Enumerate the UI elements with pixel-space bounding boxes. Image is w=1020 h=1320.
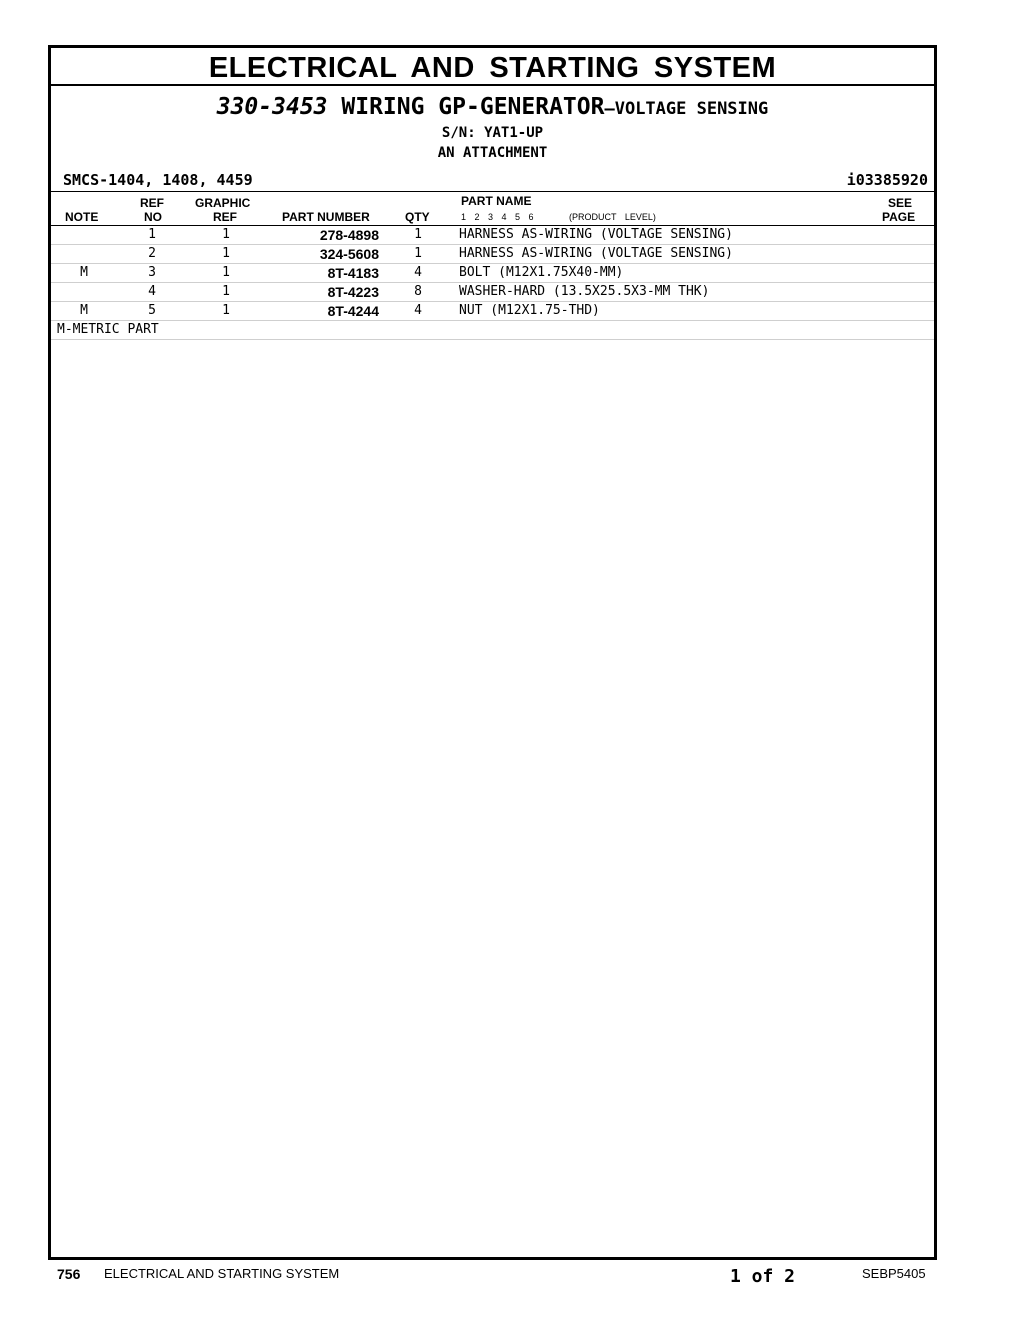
- qty-cell: 4: [414, 303, 422, 318]
- group-subname: —VOLTAGE SENSING: [604, 99, 769, 119]
- graphic-ref-cell: 1: [222, 303, 230, 318]
- smcs-row: [51, 169, 934, 192]
- table-row: [51, 226, 934, 245]
- part-number-link[interactable]: 8T-4223: [327, 284, 379, 300]
- section-title: ELECTRICAL AND STARTING SYSTEM: [51, 48, 934, 86]
- header-see-bottom: PAGE: [882, 210, 916, 224]
- header-part-number: PART NUMBER: [282, 210, 370, 224]
- page-footer: [0, 1266, 1020, 1290]
- group-title: [51, 94, 934, 122]
- header-see-top: SEE: [888, 196, 913, 210]
- part-name-cell: HARNESS AS-WIRING (VOLTAGE SENSING): [459, 246, 733, 261]
- ref-cell: 1: [148, 227, 156, 242]
- column-headers: [51, 192, 934, 226]
- qty-cell: 4: [414, 265, 422, 280]
- header-graphic-top: GRAPHIC: [195, 196, 251, 210]
- ref-cell: 2: [148, 246, 156, 261]
- table-row: [51, 264, 934, 283]
- qty-cell: 1: [414, 246, 422, 261]
- part-number-link[interactable]: 8T-4244: [327, 303, 379, 319]
- parts-table: [51, 226, 934, 340]
- ref-cell: 4: [148, 284, 156, 299]
- group-number: 330-3453: [216, 94, 328, 120]
- illustration-id: i03385920: [846, 171, 928, 189]
- part-number-link[interactable]: 324-5608: [319, 246, 379, 262]
- part-name-cell: BOLT (M12X1.75X40-MM): [459, 265, 624, 280]
- attachment-label: AN ATTACHMENT: [437, 145, 548, 161]
- graphic-ref-cell: 1: [222, 265, 230, 280]
- note-cell: M: [80, 303, 88, 318]
- group-name: WIRING GP-GENERATOR: [341, 94, 605, 120]
- header-qty: QTY: [405, 210, 430, 224]
- serial-number: S/N: YAT1-UP: [441, 125, 544, 141]
- note-cell: M: [80, 265, 88, 280]
- footer-doc-id: SEBP5405: [862, 1266, 926, 1281]
- header-level-label: (PRODUCT LEVEL): [569, 212, 656, 222]
- page-frame: [48, 45, 937, 1260]
- legend-note: M-METRIC PART: [51, 321, 934, 340]
- graphic-ref-cell: 1: [222, 227, 230, 242]
- header-note: NOTE: [65, 210, 99, 224]
- table-row: [51, 283, 934, 302]
- footer-page-of: 1 of 2: [730, 1266, 796, 1287]
- header-graphic-bottom: REF: [213, 210, 237, 224]
- smcs-codes: SMCS-1404, 1408, 4459: [63, 171, 253, 189]
- ref-cell: 5: [148, 303, 156, 318]
- part-number-link[interactable]: 8T-4183: [327, 265, 379, 281]
- header-level-digits: 1 2 3 4 5 6: [461, 212, 534, 222]
- table-row: [51, 245, 934, 264]
- part-name-cell: HARNESS AS-WIRING (VOLTAGE SENSING): [459, 227, 733, 242]
- part-name-cell: WASHER-HARD (13.5X25.5X3-MM THK): [459, 284, 710, 299]
- part-number-link[interactable]: 278-4898: [319, 227, 379, 243]
- ref-cell: 3: [148, 265, 156, 280]
- part-name-cell: NUT (M12X1.75-THD): [459, 303, 600, 318]
- qty-cell: 8: [414, 284, 422, 299]
- footer-section: ELECTRICAL AND STARTING SYSTEM: [104, 1266, 340, 1281]
- header-ref-bottom: NO: [144, 210, 162, 224]
- table-row: [51, 302, 934, 321]
- footer-page-number: 756: [57, 1266, 81, 1282]
- graphic-ref-cell: 1: [222, 284, 230, 299]
- header-ref-top: REF: [140, 196, 164, 210]
- header-part-name: PART NAME: [461, 194, 532, 208]
- graphic-ref-cell: 1: [222, 246, 230, 261]
- qty-cell: 1: [414, 227, 422, 242]
